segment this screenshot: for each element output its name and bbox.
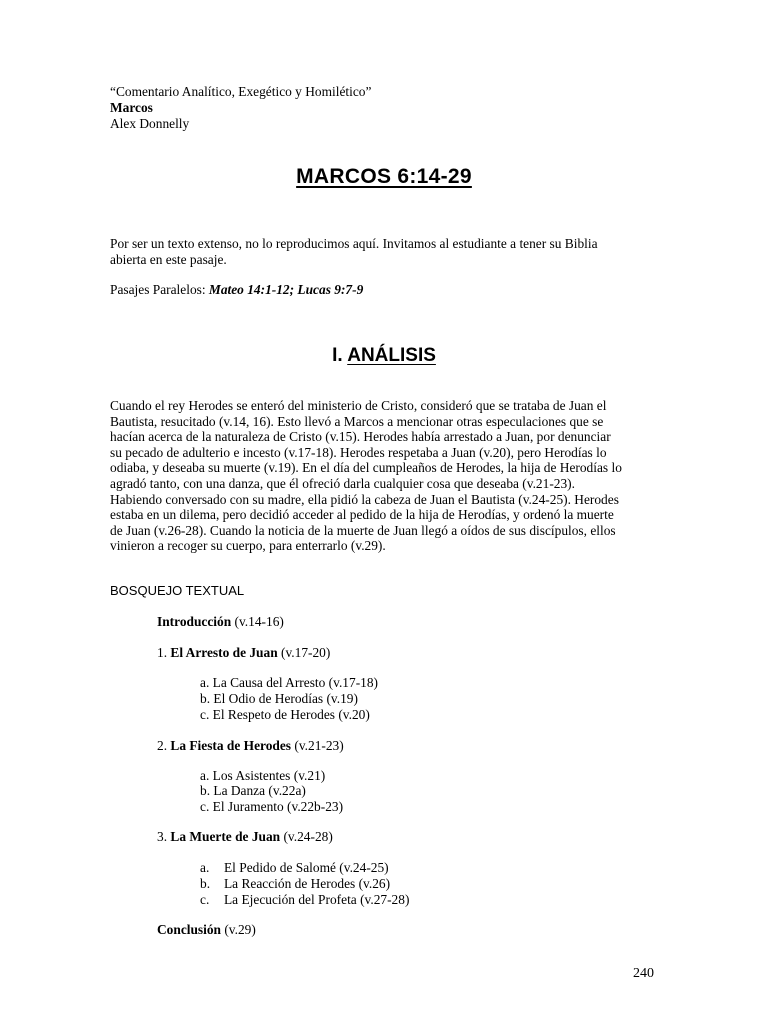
point-label: La Muerte de Juan	[170, 829, 281, 844]
analysis-line: hacían acerca de la naturaleza de Cristo (v.15). Herodes había arrestado a Juan, por denunciar	[110, 429, 611, 445]
point-ref: (v.21-23)	[291, 738, 344, 753]
page-title: MARCOS 6:14-29	[296, 165, 472, 188]
analysis-line: Habiendo conversado con su madre, ella pidió la cabeza de Juan el Bautista (v.24-25). Herodes	[110, 491, 619, 507]
subpoint-text: La Ejecución del Profeta (v.27-28)	[224, 892, 410, 907]
outline-conclusion-ref: (v.29)	[221, 922, 256, 937]
subpoint-text: La Danza (v.22a)	[213, 783, 306, 798]
subpoint-letter: c.	[200, 707, 210, 722]
analysis-line: vinieron a recoger su cuerpo, para enterrarlo (v.29).	[110, 538, 386, 554]
outline-conclusion-label: Conclusión	[157, 922, 221, 937]
section-dot: .	[337, 345, 348, 366]
subpoint-letter: b.	[200, 691, 211, 706]
analysis-line: agradó tanto, con una danza, que él ofreció darla cualquier cosa que deseaba (v.21-23).	[110, 475, 575, 491]
outline-intro-ref: (v.14-16)	[231, 614, 284, 629]
subpoint-text: Los Asistentes (v.21)	[212, 768, 326, 783]
author-name: Alex Donnelly	[110, 116, 190, 131]
outline-subpoint	[200, 768, 325, 784]
point-number: 1.	[157, 645, 171, 660]
subpoint-text: La Causa del Arresto (v.17-18)	[212, 675, 379, 690]
subpoint-text: El Respeto de Herodes (v.20)	[212, 707, 370, 722]
subpoint-letter: a.	[200, 768, 210, 783]
subpoint-letter: a.	[200, 860, 210, 875]
analysis-paragraph	[110, 398, 660, 554]
subpoint-text: El Pedido de Salomé (v.24-25)	[224, 860, 389, 875]
outline-conclusion	[157, 922, 256, 938]
section-title: ANÁLISIS	[347, 345, 436, 366]
series-title: “Comentario Analítico, Exegético y Homilético”	[110, 84, 372, 99]
outline-subpoint	[200, 675, 378, 691]
intro-line: abierta en este pasaje.	[110, 251, 227, 267]
subpoint-letter: c.	[200, 892, 210, 907]
outline-subpoint	[200, 691, 358, 707]
subpoint-letter: b.	[200, 783, 211, 798]
point-number: 2.	[157, 738, 171, 753]
outline-point-3	[157, 829, 333, 845]
point-ref: (v.17-20)	[277, 645, 331, 660]
outline-subpoint	[200, 799, 343, 815]
analysis-line: Bautista, resucitado (v.14, 16). Esto llevó a Marcos a mencionar otras especulaciones que se	[110, 413, 604, 429]
point-label: El Arresto de Juan	[170, 645, 278, 660]
outline-heading: BOSQUEJO TEXTUAL	[110, 583, 245, 598]
outline-subpoint	[200, 892, 209, 908]
analysis-line: de Juan (v.26-28). Cuando la noticia de la muerte de Juan llegó a oídos de sus discípulos, ellos	[110, 522, 616, 538]
analysis-line: Cuando el rey Herodes se enteró del ministerio de Cristo, consideró que se trataba de Juan el	[110, 398, 607, 413]
outline-point-2	[157, 738, 344, 754]
parallels-label: Pasajes Paralelos:	[110, 282, 209, 297]
subpoint-letter: c.	[200, 799, 210, 814]
intro-line: Por ser un texto extenso, no lo reproducimos aquí. Invitamos al estudiante a tener su Biblia	[110, 236, 598, 251]
page-number: 240	[633, 966, 654, 981]
parallel-passages	[110, 282, 363, 298]
outline-subpoint	[200, 707, 370, 723]
outline-intro-label: Introducción	[157, 614, 232, 629]
analysis-line: su pecado de adulterio e incesto (v.17-18). Herodes respetaba a Juan (v.20), pero Herodías lo	[110, 444, 607, 460]
intro-paragraph	[110, 236, 660, 267]
book-name: Marcos	[110, 100, 153, 115]
parallels-refs: Mateo 14:1-12; Lucas 9:7-9	[208, 282, 364, 297]
point-number: 3.	[157, 829, 171, 844]
subpoint-text: El Odio de Herodías (v.19)	[213, 691, 358, 706]
subpoint-text: La Reacción de Herodes (v.26)	[224, 876, 391, 891]
subpoint-letter: b.	[200, 876, 211, 891]
point-label: La Fiesta de Herodes	[170, 738, 292, 753]
outline-subpoint	[200, 860, 209, 876]
point-ref: (v.24-28)	[280, 829, 333, 844]
outline-subpoint	[200, 876, 210, 892]
outline-point-1	[157, 645, 330, 661]
subpoint-letter: a.	[200, 675, 210, 690]
analysis-line: estaba en un dilema, pero decidió acceder al pedido de la hija de Herodías, y ordenó la muerte	[110, 507, 614, 523]
section-heading	[0, 345, 768, 367]
outline-subpoint	[200, 783, 306, 799]
outline-introduction	[157, 614, 284, 630]
section-number: I	[332, 345, 338, 366]
analysis-line: odiaba, y deseaba su muerte (v.19). En el día del cumpleaños de Herodes, la hija de Herodías lo	[110, 460, 622, 476]
subpoint-text: El Juramento (v.22b-23)	[212, 799, 344, 814]
